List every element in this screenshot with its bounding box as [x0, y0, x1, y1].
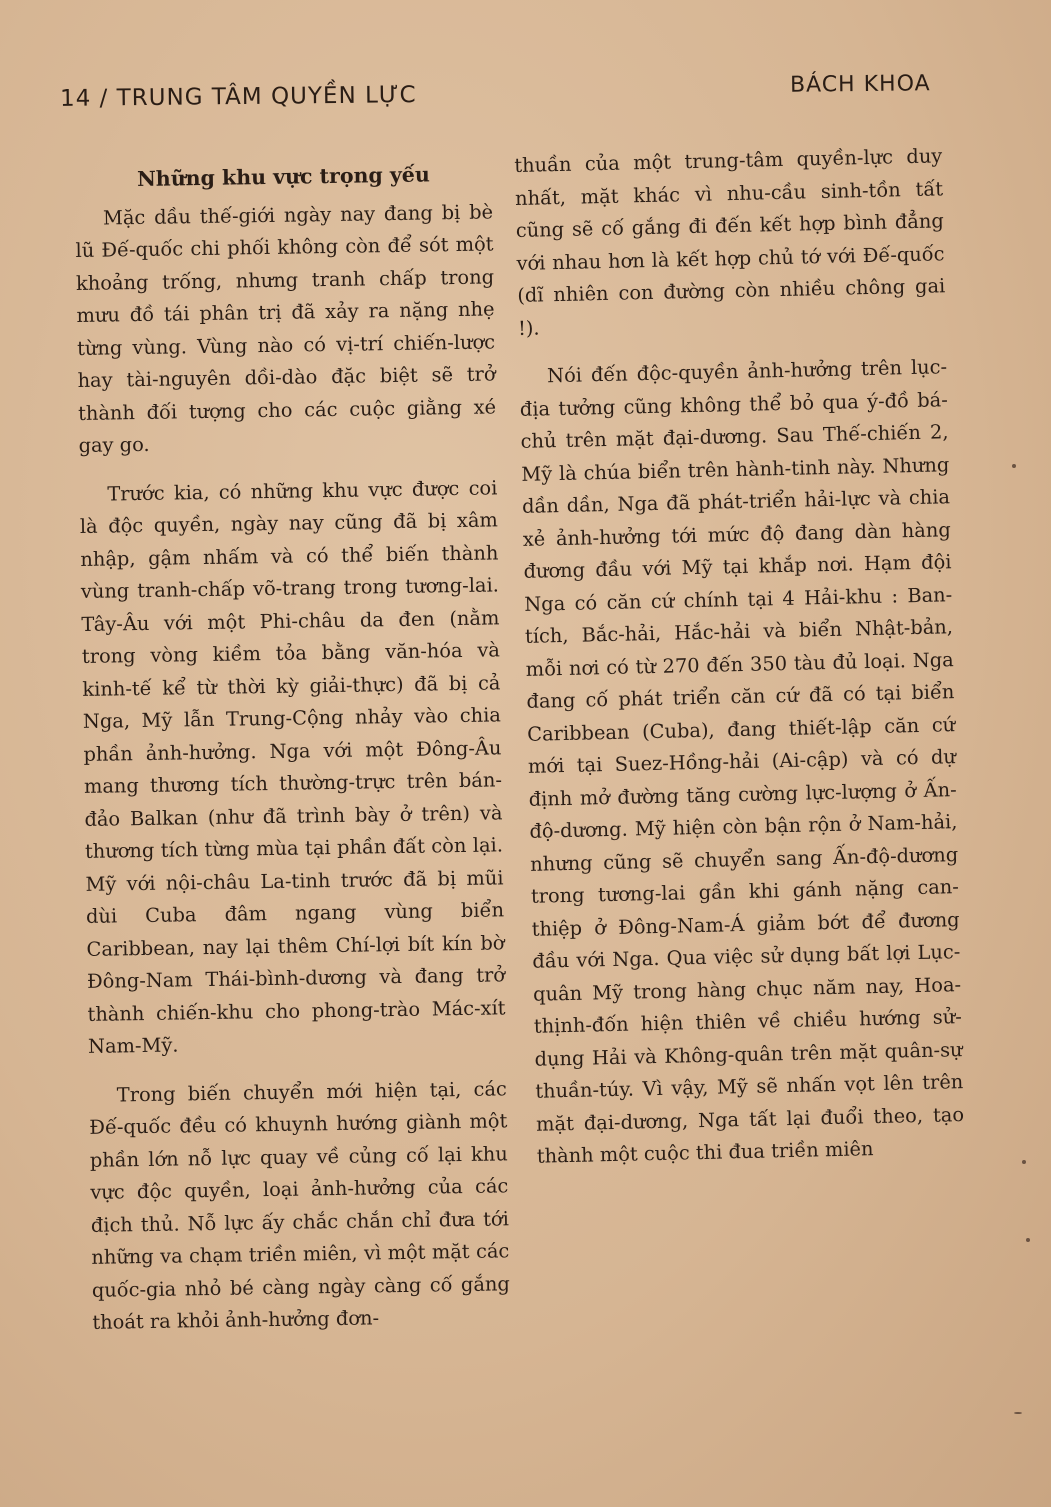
- page-header: [60, 72, 931, 112]
- paper-speck: [1026, 1238, 1030, 1242]
- section-title: Những khu vực trọng yếu: [136, 162, 430, 192]
- paragraph-continued: thuần của một trung-tâm quyền-lực duy nhất, mặt khác vì nhu-cầu sinh-tồn tất cũng sẽ cố gắng đi đến kết hợp bình đẳng với nhau hơn là kết hợp chủ tớ với Đế-quốc (dĩ nhiên con đường còn nhiều chông gai !).: [514, 144, 946, 340]
- paper-speck: [1014, 1412, 1022, 1414]
- paragraph: Nói đến độc-quyền ảnh-hưởng trên lục-địa tưởng cũng không thể bỏ qua ý-đồ bá-chủ trên mặt đại-dương. Sau Thế-chiến 2, Mỹ là chúa biển trên hành-tinh này. Nhưng dần dần, Nga đã phát-triển hải-lực và chia xẻ ảnh-hưởng tới mức độ đang dàn hàng đương đầu với Mỹ tại khắp nơi. Hạm đội Nga có căn cứ chính tại 4 Hải-khu : Ban-tích, Bắc-hải, Hắc-hải và biển Nhật-bản, mỗi nơi có từ 270 đến 350 tàu đủ loại. Nga đang cố phát triển căn cứ đã có tại biển Caribbean (Cuba), đang thiết-lập căn cứ mới tại Suez-Hồng-hải (Ai-cập) và có dự định mở đường tăng cường lực-lượng ở Ấn-độ-dương. Mỹ hiện còn bận rộn ở Nam-hải, nhưng cũng sẽ chuyển sang Ấn-độ-dương trong tương-lai gần khi gánh nặng can-thiệp ở Đông-Nam-Á giảm bớt để đương đầu với Nga. Qua việc sử dụng bất lợi Lục-quân Mỹ trong hàng chục năm nay, Hoa-thịnh-đốn hiện thiên về chiều hướng sử-dụng Hải và Không-quân trên mặt quân-sự thuần-túy. Vì vậy, Mỹ sẽ nhấn vọt lên trên mặt đại-dương, Nga tất lại đuổi theo, tạo thành một cuộc thi đua triền miên: [519, 355, 965, 1168]
- running-title: 14 / TRUNG TÂM QUYỀN LỰC: [59, 82, 417, 112]
- paragraph: Mặc dầu thế-giới ngày nay đang bị bè lũ Đế-quốc chi phối không còn để sót một khoảng trống, nhưng tranh chấp trong mưu đồ tái phân trị đã xảy ra nặng nhẹ từng vùng. Vùng nào có vị-trí chiến-lược hay tài-nguyên dồi-dào đặc biệt sẽ trở thành đối tượng cho các cuộc giằng xé gay go.: [75, 199, 497, 457]
- right-column: [514, 140, 965, 1189]
- paragraph: Trong biến chuyển mới hiện tại, các Đế-quốc đều có khuynh hướng giành một phần lớn nỗ lực quay về củng cố lại khu vực độc quyền, loại ảnh-hưởng của các địch thủ. Nỗ lực ấy chắc chắn chỉ đưa tới những va chạm triền miên, vì một mặt các quốc-gia nhỏ bé càng ngày càng cố gắng thoát ra khỏi ảnh-hưởng đơn-: [89, 1076, 511, 1334]
- left-column: [74, 145, 511, 1355]
- paper-speck: [1012, 464, 1016, 468]
- paragraph: Trước kia, có những khu vực được coi là độc quyền, ngày nay cũng đã bị xâm nhập, gậm nhấm và có thể biến thành vùng tranh-chấp võ-trang trong tương-lai. Tây-Âu với một Phi-châu da đen (nằm trong vòng kiềm tỏa bằng văn-hóa và kinh-tế kể từ thời kỳ giải-thực) đã bị cả Nga, Mỹ lẫn Trung-Cộng nhảy vào chia phần ảnh-hưởng. Nga với một Đông-Âu mang thương tích thường-trực trên bán-đảo Balkan (như đã trình bày ở trên) và thương tích từng mùa tại phần đất còn lại. Mỹ với nội-châu La-tinh trước đã bị mũi dùi Cuba đâm ngang vùng biển Caribbean, nay lại thêm Chí-lợi bít kín bờ Đông-Nam Thái-bình-dương và đang trở thành chiến-khu cho phong-trào Mác-xít Nam-Mỹ.: [79, 475, 506, 1058]
- magazine-name: BÁCH KHOA: [790, 71, 932, 98]
- paper-speck: [1022, 1160, 1026, 1164]
